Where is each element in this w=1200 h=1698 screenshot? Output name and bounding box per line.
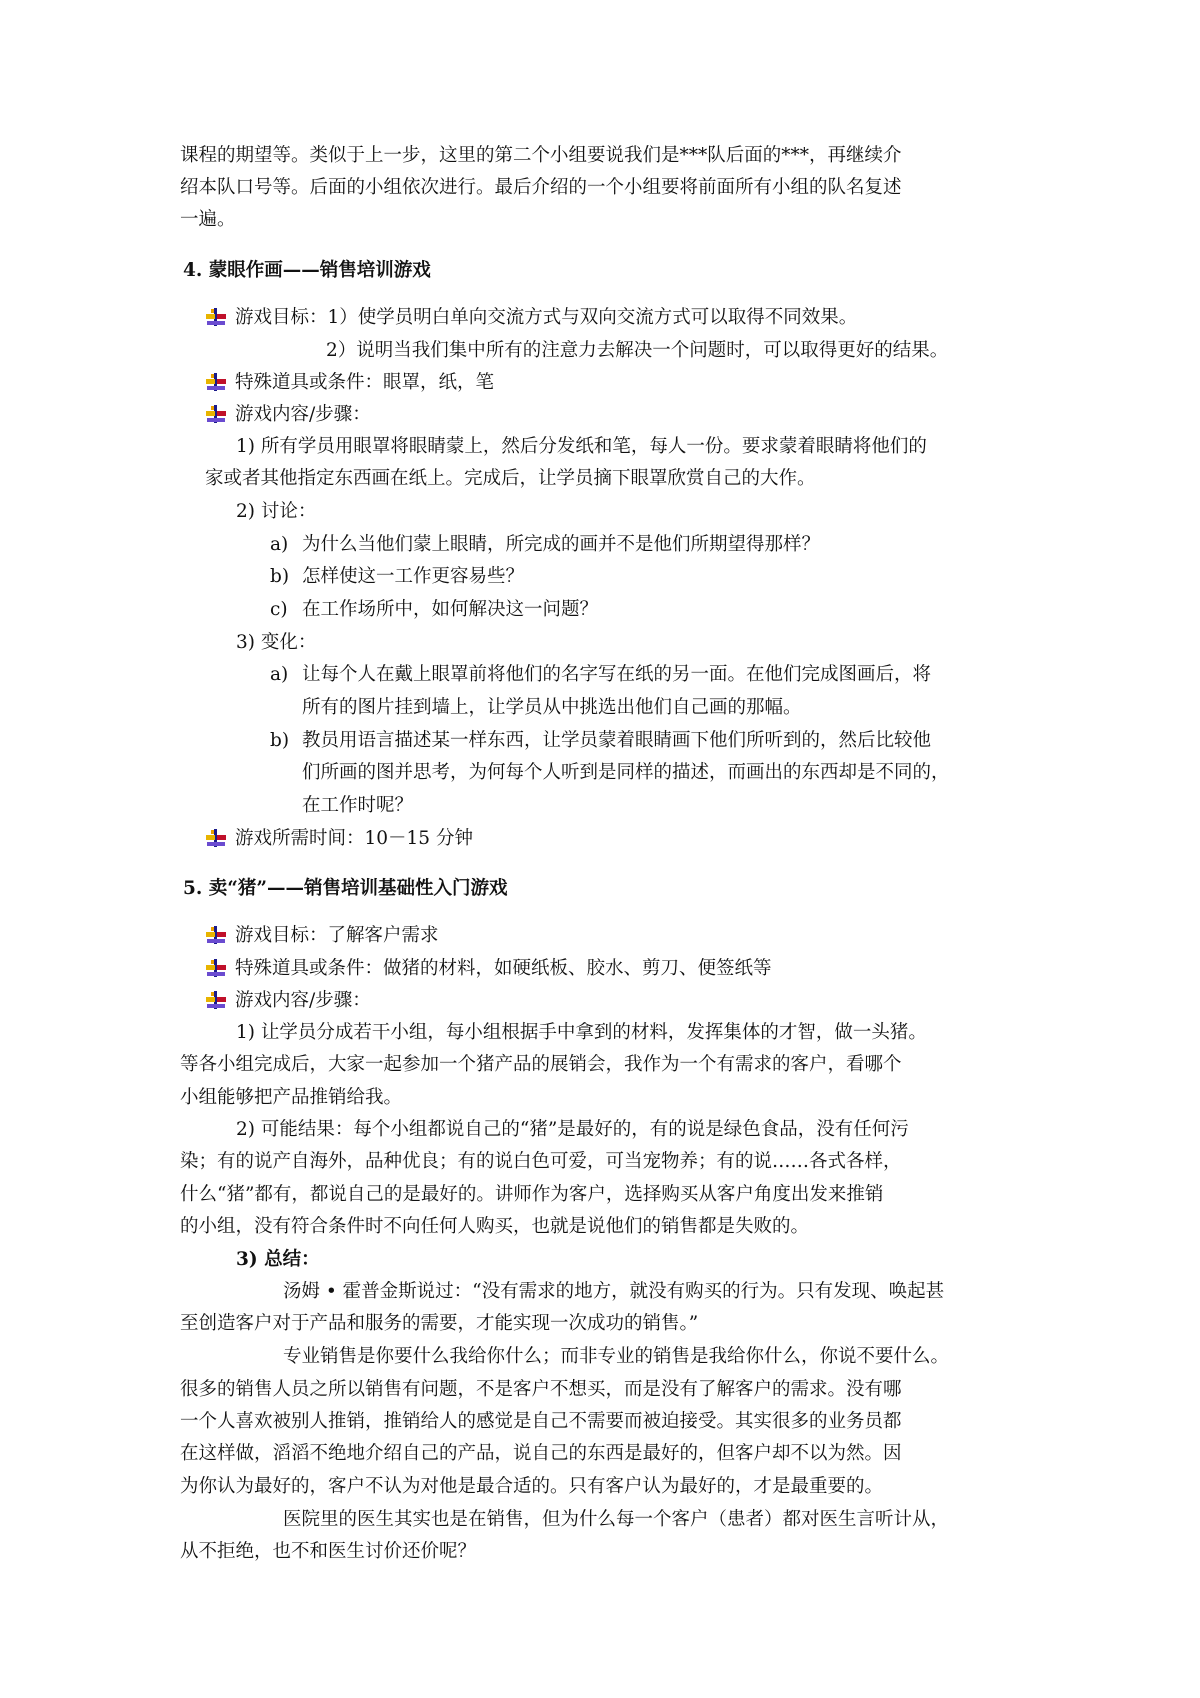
bullet-icon [205,307,227,327]
text-line: 所有的图片挂到墙上，让学员从中挑选出他们自己画的那幅。 [302,697,802,718]
text-line: 什么“猪”都有，都说自己的是最好的。讲师作为客户，选择购买从客户角度出发来推销 [180,1184,884,1205]
text-line: 2) 讨论： [236,501,317,522]
text-line: 1) 所有学员用眼罩将眼睛蒙上，然后分发纸和笔，每人一份。要求蒙着眼睛将他们的 [236,436,927,457]
text-line: 为你认为最好的，客户不认为对他是最合适的。只有客户认为最好的，才是最重要的。 [180,1476,884,1497]
list-marker: a) [270,534,289,555]
list-marker: b) [270,730,290,751]
text-line: 让每个人在戴上眼罩前将他们的名字写在纸的另一面。在他们完成图画后，将 [302,664,932,685]
text-line: 从不拒绝，也不和医生讨价还价呢？ [180,1541,477,1562]
text-line: 游戏所需时间：10－15 分钟 [235,828,473,849]
text-line: 3) 总结： [236,1249,320,1270]
text-line: 染；有的说产自海外，品种优良；有的说白色可爱，可当宠物养；有的说……各式各样， [180,1151,902,1172]
text-line: 在工作场所中，如何解决这一问题？ [302,599,599,620]
text-line: 的小组，没有符合条件时不向任何人购买，也就是说他们的销售都是失败的。 [180,1216,810,1237]
text-line: 家或者其他指定东西画在纸上。完成后，让学员摘下眼罩欣赏自己的大作。 [205,468,816,489]
list-marker: c) [270,599,288,620]
text-line: 1) 让学员分成若干小组，每小组根据手中拿到的材料，发挥集体的才智，做一头猪。 [236,1022,927,1043]
text-line: 等各小组完成后，大家一起参加一个猪产品的展销会，我作为一个有需求的客户，看哪个 [180,1054,902,1075]
text-line: 教员用语言描述某一样东西，让学员蒙着眼睛画下他们所听到的，然后比较他 [302,730,932,751]
text-line: 们所画的图并思考，为何每个人听到是同样的描述，而画出的东西却是不同的， [302,762,950,783]
text-line: 专业销售是你要什么我给你什么；而非专业的销售是我给你什么，你说不要什么。 [283,1346,950,1367]
text-line: 至创造客户对于产品和服务的需要，才能实现一次成功的销售。” [180,1313,699,1334]
text-line: 绍本队口号等。后面的小组依次进行。最后介绍的一个小组要将前面所有小组的队名复述 [180,177,902,198]
text-line: 游戏内容/步骤： [235,990,371,1011]
bullet-icon [205,372,227,392]
text-line: 游戏目标：1）使学员明白单向交流方式与双向交流方式可以取得不同效果。 [235,307,858,328]
text-line: 很多的销售人员之所以销售有问题，不是客户不想买，而是没有了解客户的需求。没有哪 [180,1379,902,1400]
list-marker: b) [270,566,290,587]
text-line: 2) 可能结果：每个小组都说自己的“猪”是最好的，有的说是绿色食品，没有任何污 [236,1119,909,1140]
section-heading: 4. 蒙眼作画——销售培训游戏 [183,260,431,281]
text-line: 在这样做，滔滔不绝地介绍自己的产品，说自己的东西是最好的，但客户却不以为然。因 [180,1443,902,1464]
text-line: 2）说明当我们集中所有的注意力去解决一个问题时，可以取得更好的结果。 [326,340,949,361]
text-line: 特殊道具或条件：做猪的材料，如硬纸板、胶水、剪刀、便签纸等 [235,958,772,979]
text-line: 课程的期望等。类似于上一步，这里的第二个小组要说我们是***队后面的***，再继续介 [180,145,902,166]
bullet-icon [205,404,227,424]
text-line: 汤姆 • 霍普金斯说过：“没有需求的地方，就没有购买的行为。只有发现、唤起甚 [283,1281,945,1302]
text-line: 游戏内容/步骤： [235,404,371,425]
text-line: 医院里的医生其实也是在销售，但为什么每一个客户（患者）都对医生言听计从， [283,1509,950,1530]
text-line: 3) 变化： [236,632,317,653]
text-line: 怎样使这一工作更容易些？ [302,566,525,587]
bullet-icon [205,925,227,945]
text-line: 特殊道具或条件：眼罩，纸，笔 [235,372,495,393]
bullet-icon [205,958,227,978]
bullet-icon [205,990,227,1010]
section-heading: 5. 卖“猪”——销售培训基础性入门游戏 [183,878,508,899]
text-line: 游戏目标：了解客户需求 [235,925,439,946]
text-line: 为什么当他们蒙上眼睛，所完成的画并不是他们所期望得那样？ [302,534,821,555]
text-line: 一个人喜欢被别人推销，推销给人的感觉是自己不需要而被迫接受。其实很多的业务员都 [180,1411,902,1432]
text-line: 在工作时呢？ [302,795,414,816]
list-marker: a) [270,664,289,685]
text-line: 小组能够把产品推销给我。 [180,1087,403,1108]
text-line: 一遍。 [180,209,236,230]
bullet-icon [205,828,227,848]
